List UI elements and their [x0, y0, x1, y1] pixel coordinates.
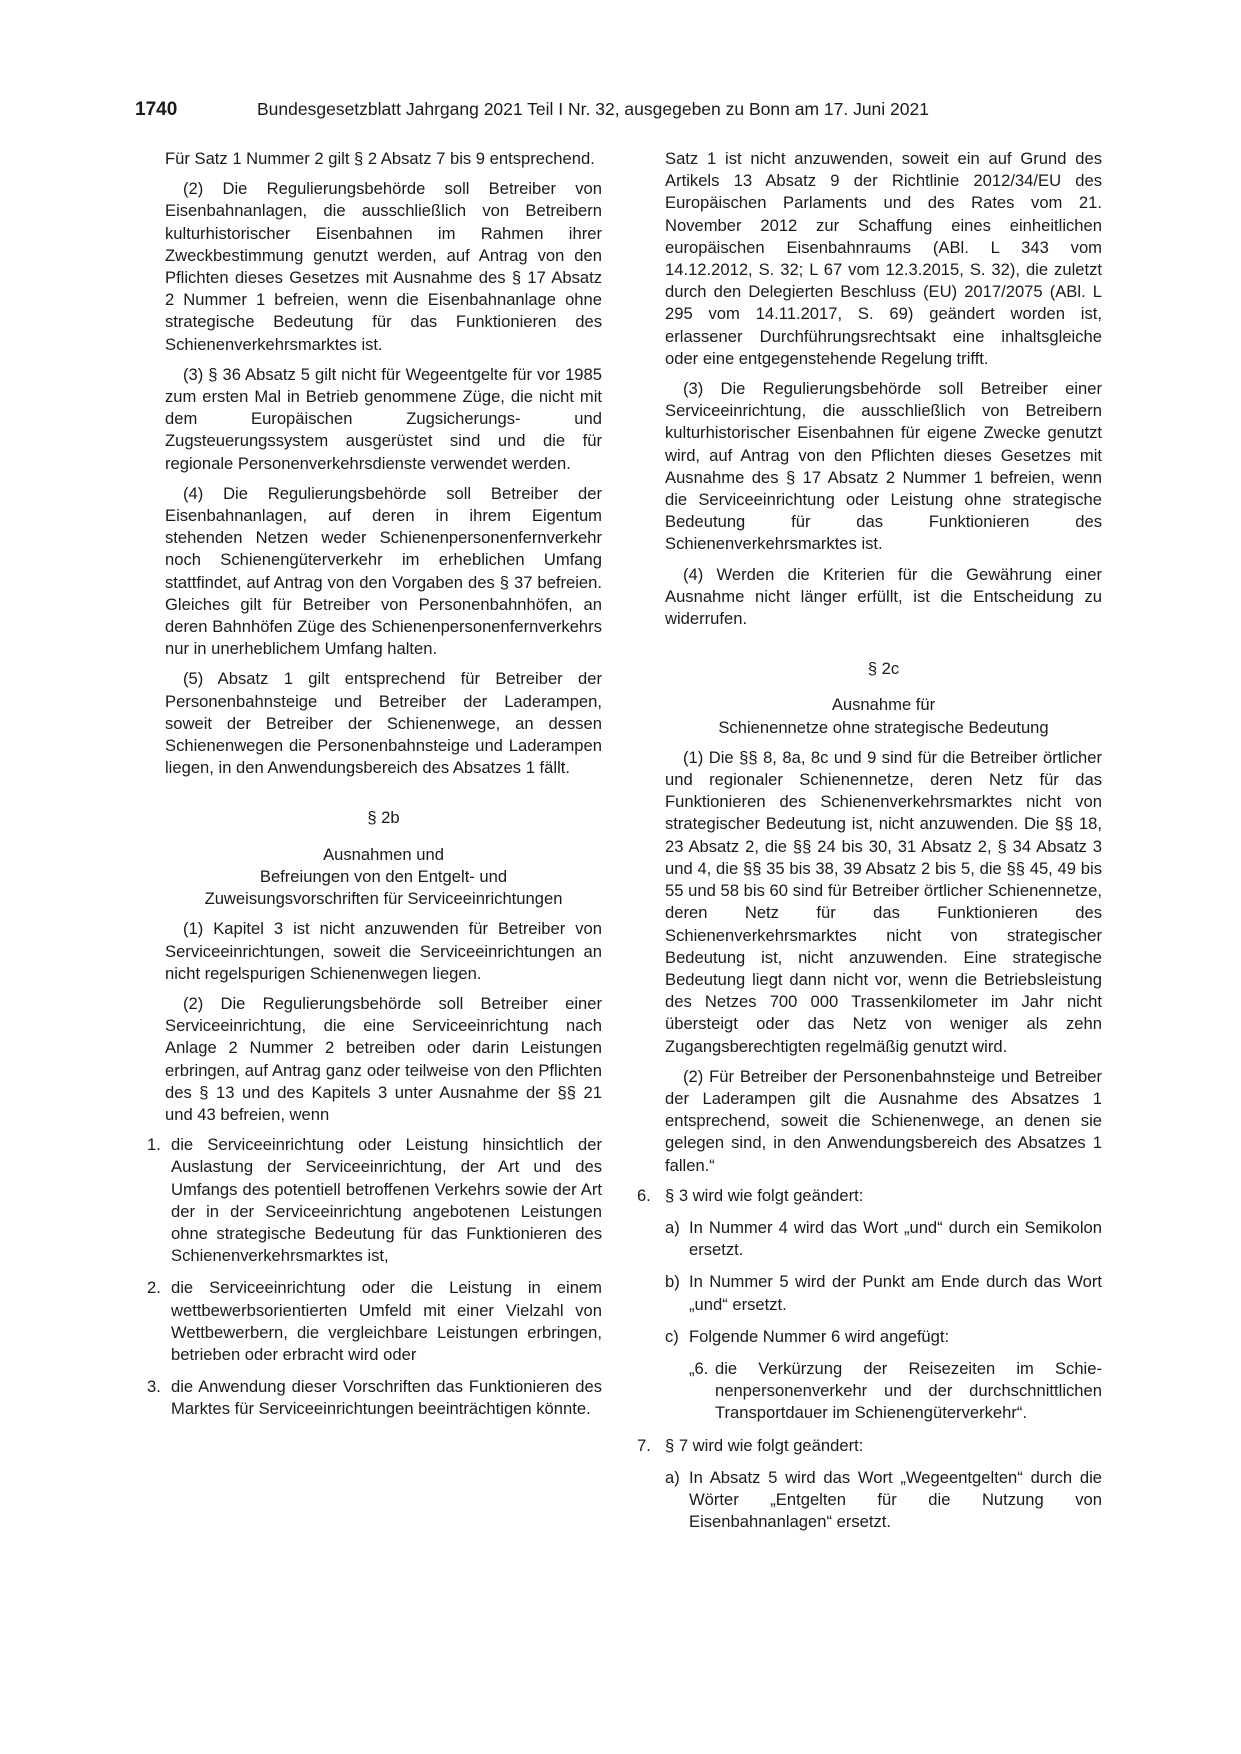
sub-list — [665, 1467, 1102, 1534]
section-title-line: Ausnahme für — [831, 695, 936, 715]
list-item-text: die Anwendung dieser Vorschriften das Funktionieren des Marktes für Serviceeinrichtungen beeinträchtigen könnte. — [171, 1377, 602, 1419]
section-heading: § 2b — [367, 808, 400, 828]
paragraph: (3) Die Regulierungsbehörde soll Betreiber einer Serviceeinrichtung, die ausschließlich von Betreibern kulturhistorischer Eisenbahnen für eigene Zwecke genutzt wird, auf Antrag von den Pflichten dieses Gesetzes mit Ausnahme des § 17 Absatz 2 Nummer 1 befreien, wenn die Serviceeinrichtung oder Leistung ohne strategische Bedeutung für das Funktionieren des Schienenverkehrsmarktes ist. — [665, 379, 1102, 554]
list-marker: c) — [665, 1326, 679, 1346]
list-marker: 3. — [147, 1377, 161, 1397]
paragraph: (1) Kapitel 3 ist nicht anzuwenden für Betreiber von Serviceeinrichtungen, soweit die Serviceeinrichtungen an nicht regelspurigen Schienenwegen liegen. — [165, 919, 602, 983]
nested-list-item — [689, 1358, 1102, 1425]
list-item — [147, 1277, 602, 1366]
sub-list-item — [665, 1326, 1102, 1348]
section-title-line: Ausnahmen und — [323, 844, 444, 864]
right-column — [637, 148, 1102, 1543]
header-title: Bundesgesetzblatt Jahrgang 2021 Teil I Nr. 32, ausgegeben zu Bonn am 17. Juni 2021 — [257, 99, 929, 119]
list-item-text: die Serviceeinrichtung oder die Leistung in einem wettbewerbsorientierten Umfeld mit einer Vielzahl von Wettbewerbern, die vergleichbare Leistungen erbringen, betrieben oder erbracht wird oder — [171, 1278, 602, 1364]
list-marker: a) — [665, 1217, 680, 1237]
section-title-line: Befreiungen von den Entgelt- und — [259, 866, 508, 886]
section-title — [165, 844, 602, 911]
amendment-list — [637, 1185, 1102, 1534]
left-column — [147, 148, 602, 1431]
list-item — [637, 1435, 1102, 1457]
paragraph: (2) Die Regulierungsbehörde soll Betreiber von Eisenbahnanlagen, die ausschließlich von Betreibern kulturhistorischer Eisenbahnen im Rahmen ihrer Zweckbestimmung genutzt werden, auf Antrag von den Pflichten dieses Gesetzes mit Ausnahme des § 17 Absatz 2 Nummer 1 befreien, wenn die Eisenbahnanlage ohne strategische Bedeutung für das Funktionieren des Schienenverkehrsmarktes ist. — [165, 179, 602, 354]
paragraph: (2) Für Betreiber der Personenbahnsteige und Betreiber der Laderampen gilt die Ausnahme des Absatzes 1 entsprechend, soweit die Schienenwege, an denen sie gelegen sind, in den Anwendungsbereich des Absatzes 1 fallen.“ — [665, 1066, 1102, 1175]
list-marker: 1. — [147, 1135, 161, 1155]
section-title-line: Zuweisungsvorschriften für Serviceeinrichtungen — [204, 889, 563, 909]
list-item-text: In Nummer 4 wird das Wort „und“ durch ein Semikolon ersetzt. — [689, 1217, 1102, 1260]
list-item-text: In Nummer 5 wird der Punkt am Ende durch das Wort „und“ ersetzt. — [689, 1272, 1102, 1314]
page-header — [0, 99, 1241, 123]
list-item-text: § 7 wird wie folgt geändert: — [665, 1435, 864, 1455]
section-heading: § 2c — [867, 659, 900, 679]
paragraph: Für Satz 1 Nummer 2 gilt § 2 Absatz 7 bis 9 entsprechend. — [165, 149, 595, 168]
paragraph: (4) Die Regulierungsbehörde soll Betreiber der Eisenbahnanlagen, auf deren in ihrem Eigentum stehenden Netzen weder Schienenpersonenfernverkehr noch Schienengüterverkehr im erheblichen Umfang stattfindet, auf Antrag von den Vorgaben des § 37 befreien. Gleiches gilt für Betreiber von Personenbahnhöfen, an deren Bahnhöfen Züge des Schienenpersonenfernverkehrs nur in unerheblichem Umfang halten. — [165, 483, 602, 659]
list-item-text: § 3 wird wie folgt geändert: — [665, 1185, 864, 1205]
paragraph: (5) Absatz 1 gilt entsprechend für Betreiber der Personenbahnsteige und Betreiber der Laderampen, soweit der Betreiber der Schienenwege, an dessen Schienenwegen die Personenbahnsteige und Laderampen liegen, in den Anwendungsbereich des Absatzes 1 fällt. — [165, 669, 602, 778]
list-item-text: die Serviceeinrichtung oder Leistung hinsichtlich der Auslastung der Serviceeinrichtung, der Art und des Umfangs des potentiell betroffenen Verkehrs sowie der Art der in der Serviceeinrichtung angebotenen Leistungen ohne strategische Bedeutung für das Funktionieren des Schienenverkehrsmarktes ist, — [171, 1135, 602, 1266]
list-item-text: In Absatz 5 wird das Wort „Wegeentgelten“ durch die Wörter „Entgelten für die Nutzung von Eisenbahnanlagen“ ersetzt. — [689, 1467, 1102, 1532]
page-number: 1740 — [135, 99, 178, 120]
section-title-line: Schienennetze ohne strategische Bedeutung — [718, 717, 1049, 737]
sub-list-item — [665, 1217, 1102, 1261]
sub-list-item — [665, 1271, 1102, 1315]
list-marker: a) — [665, 1467, 680, 1487]
list-marker: b) — [665, 1272, 680, 1292]
numbered-list — [147, 1134, 602, 1420]
section-title — [665, 694, 1102, 738]
list-item — [147, 1376, 602, 1420]
list-marker: 6. — [637, 1185, 651, 1205]
sub-list — [665, 1217, 1102, 1425]
list-marker: 2. — [147, 1278, 161, 1298]
list-item-text: Folgende Nummer 6 wird angefügt: — [689, 1326, 950, 1346]
sub-list-item — [665, 1467, 1102, 1534]
paragraph: (1) Die §§ 8, 8a, 8c und 9 sind für die Betreiber örtlicher und regionaler Schienennetze, deren Netz für das Funktionieren des Schienenverkehrsmarktes nicht von strategischer Bedeutung ist, nicht anzuwenden. Die §§ 18, 23 Absatz 2, die §§ 24 bis 30, 31 Absatz 2, § 34 Absatz 3 und 4, die §§ 35 bis 38, 39 Absatz 2 bis 5, die §§ 45, 49 bis 55 und 58 bis 60 sind für Betreiber örtlicher Schienennetze, deren Netz für das Funktionieren des Schienenverkehrsmarktes nicht von strategischer Bedeutung ist, nicht anzuwenden. Eine strategische Bedeutung liegt dann nicht vor, wenn die Betriebsleistung des Netzes 700 000 Trassenkilometer im Jahr nicht übersteigt oder das Netz von weniger als zehn Zugangsberechtigten regelmäßig genutzt wird. — [665, 747, 1102, 1056]
paragraph: (2) Die Regulierungsbehörde soll Betreiber einer Serviceeinrichtung, die eine Serviceeinrichtung nach Anlage 2 Nummer 2 betreiben oder darin Leistungen erbringen, auf Antrag ganz oder teilweise von den Pflichten des § 13 und des Kapitels 3 unter Ausnahme der §§ 21 und 43 befreien, wenn — [165, 993, 602, 1124]
paragraph: (4) Werden die Kriterien für die Gewährung einer Ausnahme nicht länger erfüllt, ist die Entscheidung zu widerrufen. — [665, 564, 1102, 629]
list-marker: „6. — [689, 1358, 709, 1378]
list-item — [147, 1134, 602, 1267]
list-item — [637, 1185, 1102, 1207]
paragraph: Satz 1 ist nicht anzuwenden, soweit ein auf Grund des Artikels 13 Absatz 9 der Richtlinie 2012/34/EU des Europäischen Parlaments und des Rates vom 21. November 2012 zur Schaffung eines einheitlichen europäischen Eisenbahnraums (ABl. L 343 vom 14.12.2012, S. 32; L 67 vom 12.3.2015, S. 32), die zuletzt durch den Delegierten Beschluss (EU) 2017/2075 (ABl. L 295 vom 14.11.2017, S. 69) geändert worden ist, erlassener Durchführungsrechtsakt eine inhaltsgleiche oder eine entgegenstehende Regelung trifft. — [665, 149, 1102, 368]
list-marker: 7. — [637, 1435, 651, 1455]
list-item-text: die Verkürzung der Reisezeiten im Schienenpersonenverkehr und der durchschnittlichen Transportdauer im Schienengüterverkehr“. — [715, 1358, 1102, 1423]
paragraph: (3) § 36 Absatz 5 gilt nicht für Wegeentgelte für vor 1985 zum ersten Mal in Betrieb genommene Züge, die nicht mit dem Europäischen Zugsicherungs- und Zugsteuerungssystem ausgerüstet sind und die für regionale Personenverkehrsdienste verwendet werden. — [165, 364, 602, 473]
